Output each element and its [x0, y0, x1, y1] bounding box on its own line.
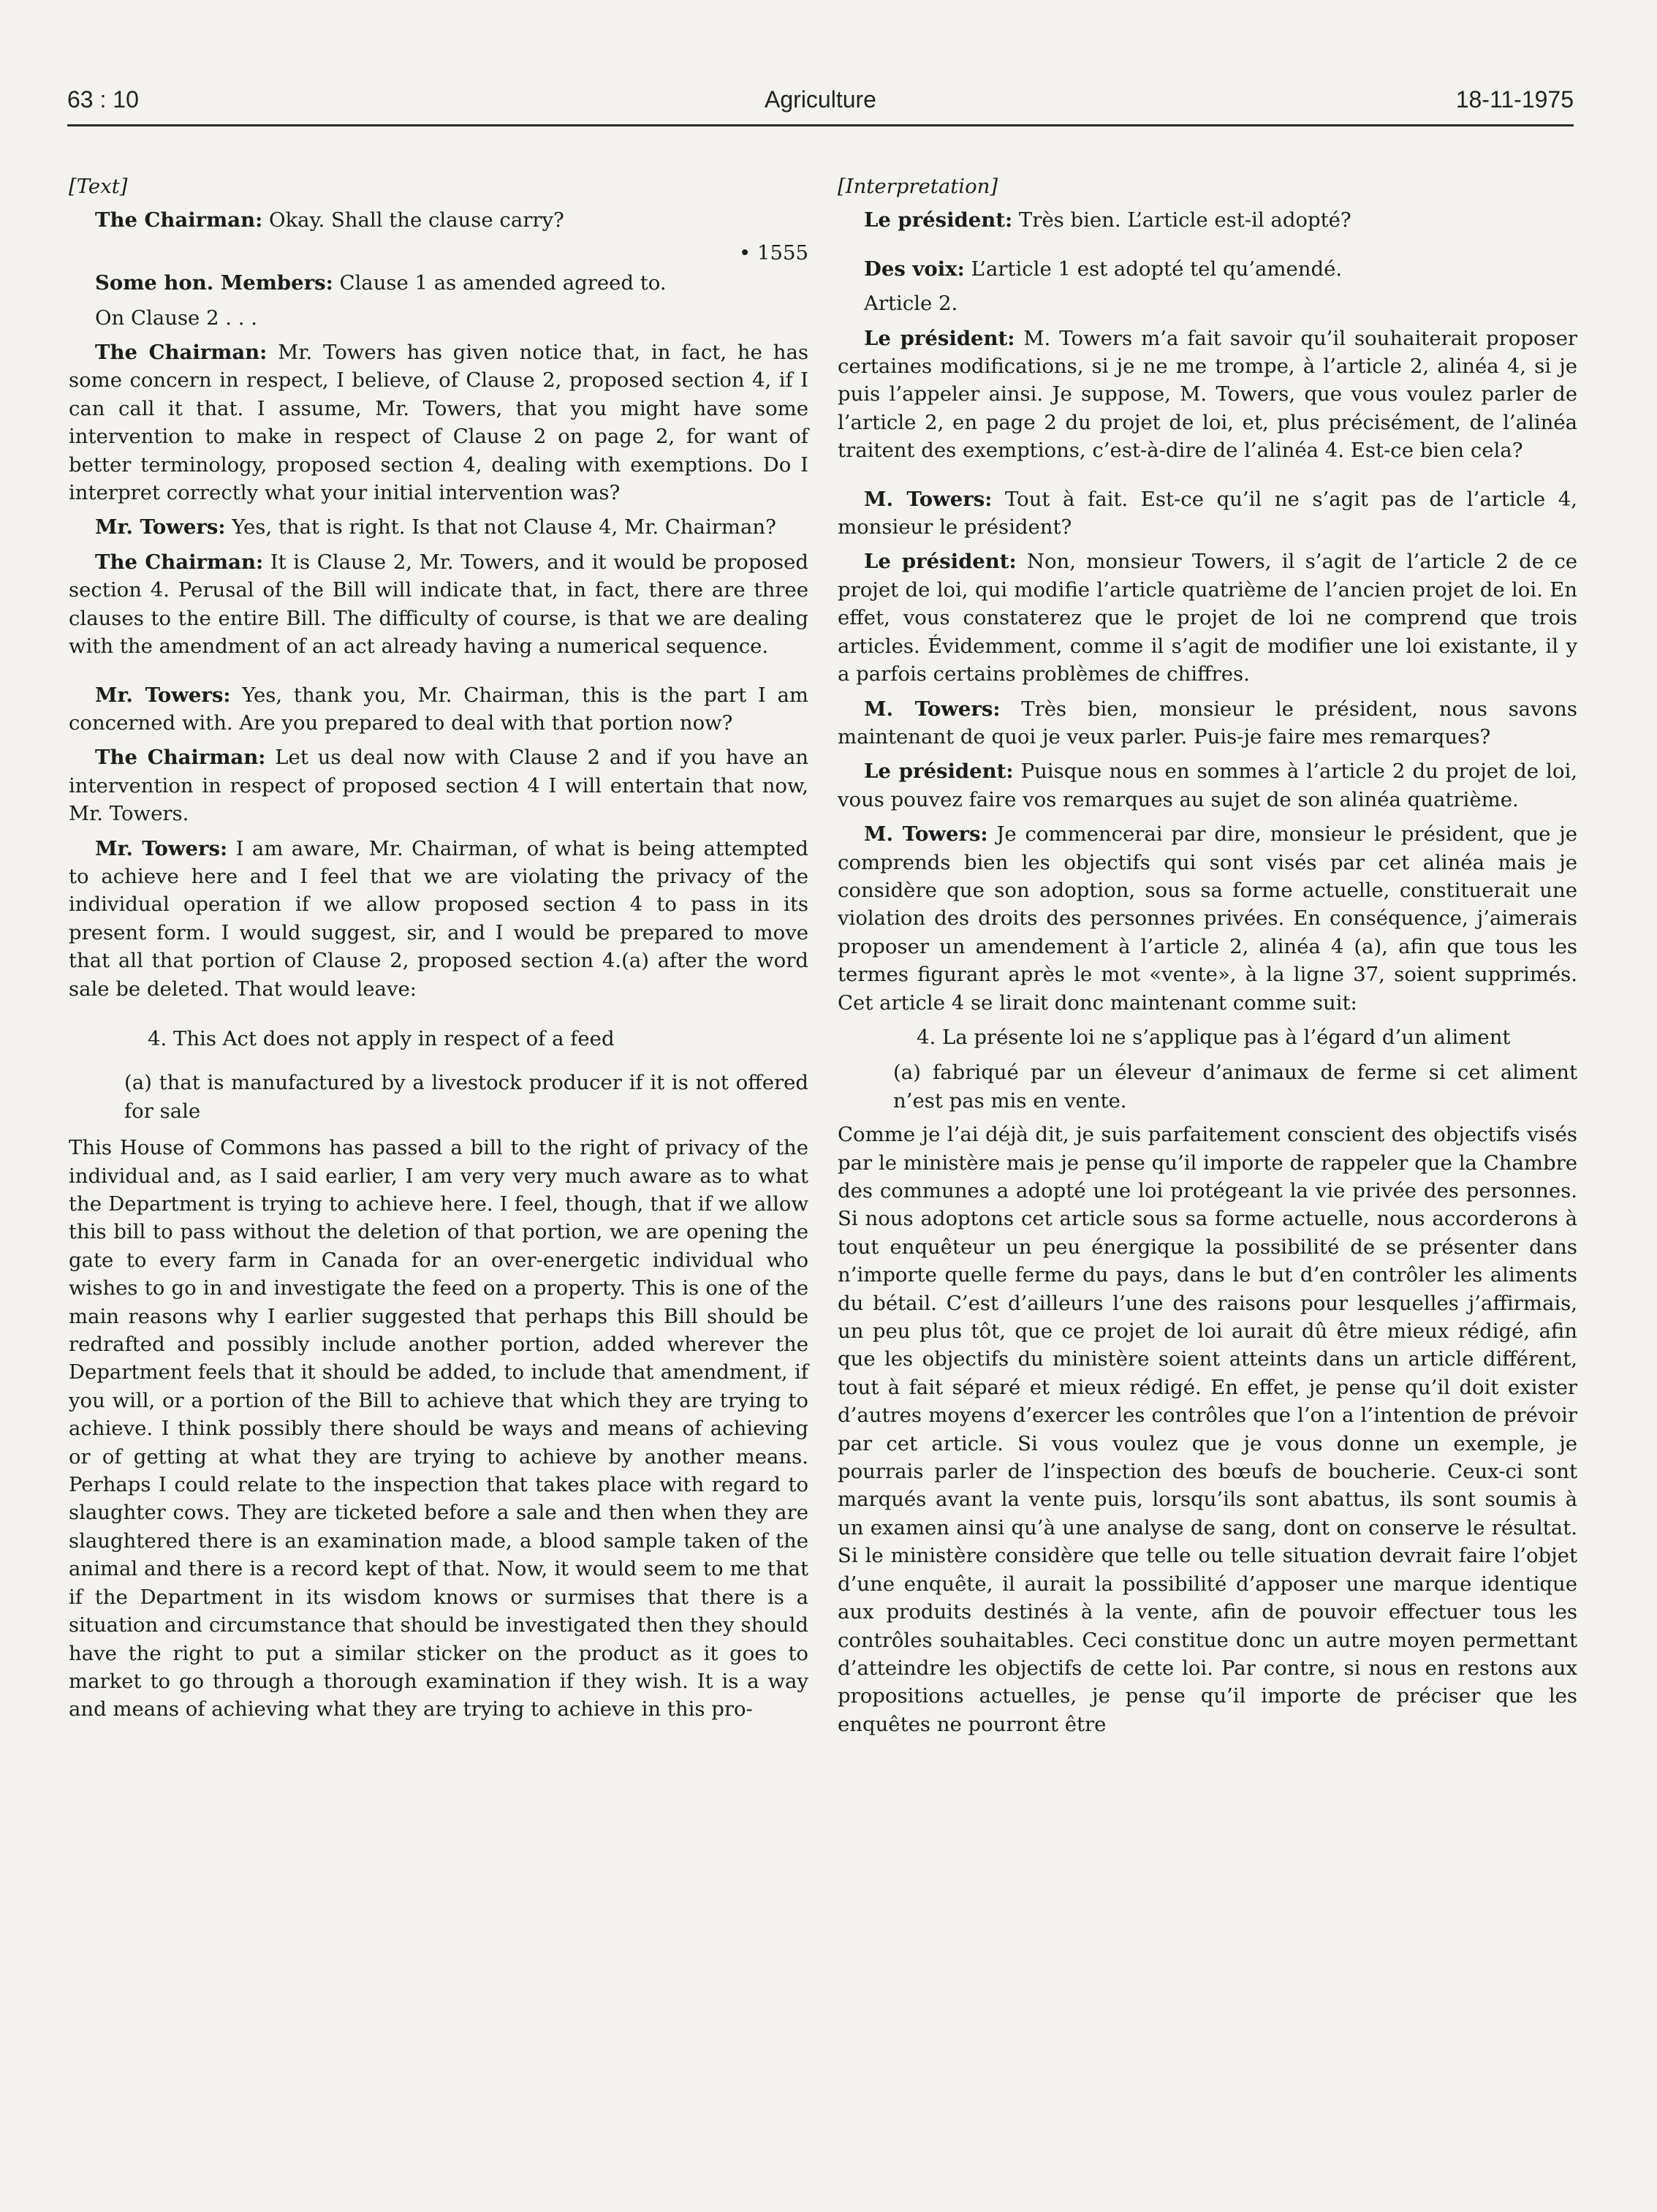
paragraph — [69, 681, 808, 738]
paragraph — [69, 269, 808, 297]
paragraph — [69, 338, 808, 507]
speech-text: Yes, thank you, Mr. Chairman, this is the part I am concerned with. Are you prepared to deal with that portion now? — [69, 683, 808, 735]
speaker-label: The Chairman: — [95, 208, 263, 232]
paragraph — [838, 820, 1577, 1017]
section-label: [Text] — [69, 175, 128, 198]
paragraph — [838, 255, 1577, 283]
paragraph — [838, 206, 1577, 234]
speaker-label: M. Towers: — [864, 822, 988, 846]
page-header — [67, 86, 1574, 124]
speech-text: Très bien. L’article est-il adopté? — [1012, 208, 1351, 232]
french-column — [838, 173, 1577, 1745]
quoted-provision: 4. La présente loi ne s’applique pas à l’égard d’un aliment — [917, 1025, 1511, 1049]
speech-text: Okay. Shall the clause carry? — [262, 208, 564, 232]
speaker-label: The Chairman: — [95, 550, 264, 574]
speech-text: M. Towers m’a fait savoir qu’il souhaiterait proposer certaines modifications, si je ne me trompe, à l’article 2, alinéa 4, si je puis l’appeler ainsi. Je suppose, M. Towers, que vous voulez parler de l’article 2, en page 2 du projet de loi, et, plus précisément, de l’alinéa traitent des exemptions, c’est-à-dire de l’alinéa 4. Est-ce bien cela? — [838, 326, 1577, 463]
paragraph — [838, 325, 1577, 465]
speaker-label: The Chairman: — [95, 746, 266, 770]
speaker-label: Mr. Towers: — [95, 515, 226, 539]
quoted-subsection: (a) fabriqué par un éleveur d’animaux de ferme si cet aliment n’est pas mis en vente. — [893, 1061, 1577, 1113]
paragraph — [69, 743, 808, 827]
time-marker: • 1555 — [739, 240, 808, 265]
speech-text: Très bien, monsieur le président, nous savons maintenant de quoi je veux parler. Puis-je faire mes remarques? — [838, 697, 1577, 749]
speaker-label: M. Towers: — [864, 487, 993, 511]
speaker-label: Mr. Towers: — [95, 683, 231, 707]
paragraph — [69, 548, 808, 661]
paragraph — [69, 835, 808, 1003]
page-number: 63 : 10 — [67, 86, 139, 113]
speech-text: I am aware, Mr. Chairman, of what is being attempted to achieve here and I feel that we are violating the privacy of the individual operation if we allow proposed section 4 to pass in its present form. I would suggest, sir, and I would be prepared to move that all that portion of Clause 2, proposed section 4.(a) after the word sale be deleted. That would leave: — [69, 836, 808, 1001]
speaker-label: Le président: — [864, 760, 1014, 784]
speech-text: Yes, that is right. Is that not Clause 4, Mr. Chairman? — [225, 515, 776, 539]
speaker-label: Some hon. Members: — [95, 271, 333, 295]
paragraph: On Clause 2 . . . — [95, 306, 258, 330]
speaker-label: Le président: — [864, 208, 1013, 232]
paragraph — [838, 695, 1577, 751]
speaker-label: Le président: — [864, 550, 1017, 574]
page-date: 18-11-1975 — [1455, 86, 1574, 113]
paragraph: Article 2. — [864, 292, 958, 316]
paragraph — [69, 206, 808, 234]
quoted-provision: 4. This Act does not apply in respect of a feed — [148, 1026, 615, 1050]
paragraph — [838, 548, 1577, 688]
running-title: Agriculture — [765, 86, 876, 113]
speech-text: Non, monsieur Towers, il s’agit de l’article 2 de ce projet de loi, qui modifie l’article quatrième de l’ancien projet de loi. En effet, vous constaterez que le projet de loi ne comprend que trois articles. Évidemment, comme il s’agit de modifier une loi existante, il y a parfois certains problèmes de chiffres. — [838, 550, 1577, 686]
speech-text: Clause 1 as amended agreed to. — [333, 271, 667, 295]
speaker-label: The Chairman: — [95, 341, 268, 365]
paragraph — [838, 485, 1577, 542]
quoted-subsection: (a) that is manufactured by a livestock producer if it is not offered for sale — [124, 1071, 808, 1123]
speaker-label: M. Towers: — [864, 697, 1001, 721]
speech-text: L’article 1 est adopté tel qu’amendé. — [964, 257, 1343, 281]
speaker-label: Mr. Towers: — [95, 836, 228, 860]
speech-text: Je commencerai par dire, monsieur le président, que je comprends bien les objectifs qui sont visés par cet alinéa mais je considère que son adoption, sous sa forme actuelle, constituerait une violation des droits des personnes privées. En conséquence, j’aimerais proposer un amendement à l’article 2, alinéa 4 (a), afin que tous les termes figurant après le mot «vente», à la ligne 37, soient supprimés. Cet article 4 se lirait donc maintenant comme suit: — [838, 822, 1578, 1015]
paragraph — [838, 757, 1577, 814]
paragraph: This House of Commons has passed a bill to the right of privacy of the individual and, as I said earlier, I am very very much aware as to what the Department is trying to achieve here. I feel, though, that if we allow this bill to pass without the deletion of that portion, we are opening the gate to every farm in Canada for an over-energetic individual who wishes to go in and investigate the feed on a property. This is one of the main reasons why I earlier suggested that perhaps this Bill should be redrafted and possibly include another portion, added wherever the Department feels that it should be added, to include that amendment, if you will, or a portion of the Bill to achieve that which they are trying to achieve. I think possibly there should be ways and means of achieving or of getting at what they are trying to achieve by another means. Perhaps I could relate to the inspection that takes place with regard to slaughter cows. They are ticketed before a sale and then when they are slaughtered there is an examination made, a blood sample taken of the animal and there is a record kept of that. Now, it would seem to me that if the Department in its wisdom knows or surmises that there is a situation and circumstance that should be investigated then they should have the right to put a similar sticker on the product as it goes to market to go through a thorough examination if they wish. It is a way and means of achieving what they are trying to achieve in this pro- — [69, 1136, 808, 1722]
speaker-label: Des voix: — [864, 257, 965, 281]
header-rule — [67, 124, 1574, 126]
section-label: [Interpretation] — [838, 175, 998, 198]
speech-text: It is Clause 2, Mr. Towers, and it would be proposed section 4. Perusal of the Bill will indicate that, in fact, there are three clauses to the entire Bill. The difficulty of course, is that we are dealing with the amendment of an act already having a numerical sequence. — [69, 550, 808, 659]
speech-text: Mr. Towers has given notice that, in fact, he has some concern in respect, I believe, of Clause 2, proposed section 4, if I can call it that. I assume, Mr. Towers, that you might have some intervention to make in respect of Clause 2 on page 2, for want of better terminology, proposed section 4, dealing with exemptions. Do I interpret correctly what your initial intervention was? — [69, 341, 808, 505]
speech-text: Let us deal now with Clause 2 and if you have an intervention in respect of proposed section 4 I will entertain that now, Mr. Towers. — [69, 746, 808, 826]
english-column — [69, 173, 808, 1730]
speech-text: Tout à fait. Est-ce qu’il ne s’agit pas de l’article 4, monsieur le président? — [838, 487, 1577, 539]
speaker-label: Le président: — [864, 326, 1015, 350]
paragraph: Comme je l’ai déjà dit, je suis parfaitement conscient des objectifs visés par le ministère mais je pense qu’il importe de rappeler que la Chambre des communes a adopté une loi protégeant la vie privée des personnes. Si nous adoptons cet article sous sa forme actuelle, nous accorderons à tout enquêteur un peu énergique la possibilité de se présenter dans n’importe quelle ferme du pays, dans le but d’en contrôler les aliments du bétail. C’est d’ailleurs l’une des raisons pour lesquelles j’affirmais, un peu plus tôt, que ce projet de loi aurait dû être mieux rédigé, afin que les objectifs du ministère soient atteints dans un article différent, tout à fait séparé et mieux rédigé. En effet, je pense qu’il doit exister d’autres moyens d’exercer les contrôles que l’on a l’intention de prévoir par cet article. Si vous voulez que je vous donne un exemple, je pourrais parler de l’inspection des bœufs de boucherie. Ceux-ci sont marqués avant la vente puis, lorsqu’ils sont abattus, ils sont soumis à un examen ainsi qu’à une analyse de sang, dont on conserve le résultat. Si le ministère considère que telle ou telle situation devrait faire l’objet d’une enquête, il aurait la possibilité d’apposer une marque identique aux produits destinés à la vente, afin de pouvoir effectuer tous les contrôles souhaitables. Ceci constitue donc un autre moyen permettant d’atteindre les objectifs de cette loi. Par contre, si nous en restons aux propositions actuelles, je pense qu’il importe de préciser que les enquêtes ne pourront être — [838, 1123, 1577, 1736]
speech-text: Puisque nous en sommes à l’article 2 du projet de loi, vous pouvez faire vos remarques au sujet de son alinéa quatrième. — [838, 760, 1578, 811]
paragraph — [69, 513, 808, 541]
